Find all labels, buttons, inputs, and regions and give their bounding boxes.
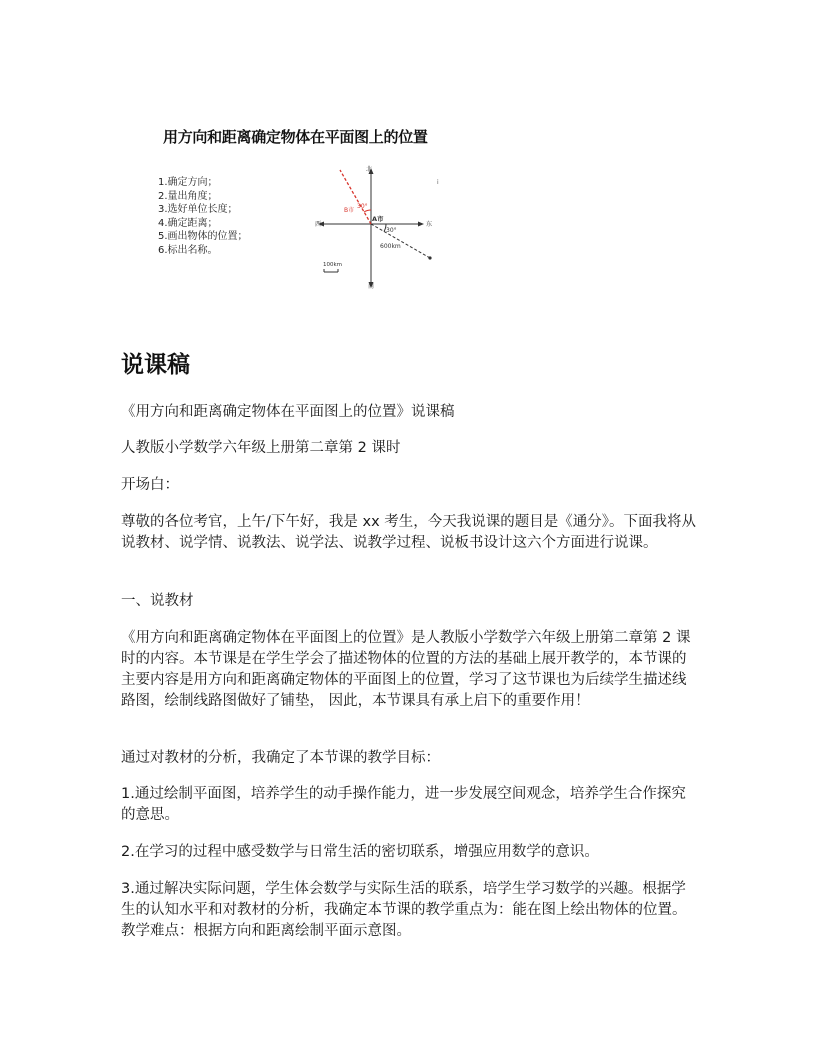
paragraph: 一、说教材 — [121, 593, 194, 609]
figure-title: 用方向和距离确定物体在平面图上的位置 — [163, 128, 428, 146]
east-arrow — [418, 222, 424, 227]
city-b-point — [428, 256, 431, 259]
paragraph: 开场白： — [121, 477, 179, 493]
page-heading: 说课稿 — [121, 352, 190, 378]
city-b-label: B市 — [344, 207, 355, 214]
paragraph: 通过对教材的分析，我确定了本节课的教学目标： — [121, 750, 440, 766]
nw-direction-line — [340, 170, 371, 224]
step-item: 4.确定距离； — [158, 217, 218, 229]
paragraph: 《用方向和距离确定物体在平面图上的位置》说课稿 — [121, 404, 455, 420]
figure — [148, 118, 448, 294]
paragraph: 人教版小学数学六年级上册第二章第 2 课时 — [121, 440, 401, 456]
corner-mark: i — [437, 179, 439, 186]
west-label: 西 — [315, 221, 322, 228]
scale-label: 100km — [323, 262, 343, 268]
paragraph: 尊敬的各位考官，上午/下午好，我是 xx 考生，今天我说课的题目是《通分》。下面我将从说教材、说学情、说教法、说学法、说教学过程、说板书设计这六个方面进行说课。 — [121, 514, 697, 551]
step-list — [158, 176, 248, 257]
paragraph: 《用方向和距离确定物体在平面图上的位置》是人教版小学数学六年级上册第二章第 2 课时的内容。本节课是在学生学会了描述物体的位置的方法的基础上展开教学的，本节课的主要内容是用方向和距离确定物体的平面图上的位置，学习了这节课也为后续学生描述线路图，绘制线路图做好了铺垫， 因此，本节课具有承上启下的重要作用！ — [121, 630, 691, 709]
nw-angle-arc — [364, 210, 371, 212]
paragraph: 1.通过绘制平面图，培养学生的动手操作能力，进一步发展空间观念，培养学生合作探究的意思。 — [121, 786, 686, 823]
origin-label: A市 — [372, 215, 384, 223]
step-item: 2.量出角度； — [158, 190, 218, 202]
distance-label: 600km — [380, 243, 401, 250]
south-label: 南 — [368, 283, 375, 290]
paragraph: 3.通过解决实际问题，学生体会数学与实际生活的联系，培学生学习数学的兴趣。根据学生的认知水平和对教材的分析，我确定本节课的教学重点为：能在图上绘出物体的位置。教学难点：根据方向和距离绘制平面示意图。 — [121, 881, 687, 939]
step-item: 5.画出物体的位置； — [158, 231, 248, 242]
north-label: 北 — [366, 166, 373, 173]
direction-diagram — [308, 160, 448, 290]
step-item: 1.确定方向； — [158, 177, 218, 188]
nw-angle-label: 30° — [357, 203, 368, 210]
se-direction-line — [371, 224, 430, 258]
se-angle-label: 30° — [386, 227, 397, 234]
paragraph: 2.在学习的过程中感受数学与日常生活的密切联系，增强应用数学的意识。 — [121, 844, 599, 860]
east-label: 东 — [426, 221, 433, 228]
step-item: 3.选好单位长度； — [158, 204, 238, 215]
step-item: 6.标出名称。 — [158, 244, 218, 256]
